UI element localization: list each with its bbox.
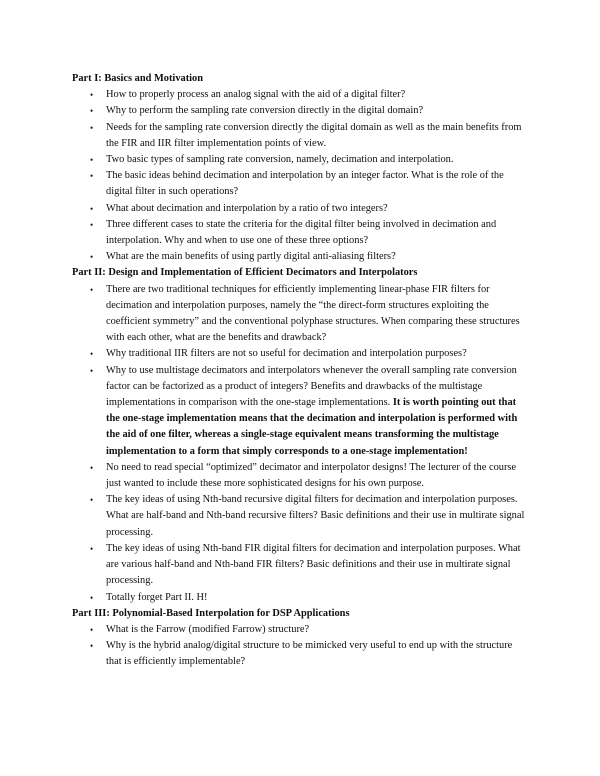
list-item-text: What are the main benefits of using partly digital anti-aliasing filters? (106, 251, 396, 263)
list-item-text: There are two traditional techniques for efficiently implementing linear-phase FIR filters for decimation and interpolation purposes, namely the “the direct-form structures exploiting the coefficient symmetry” and the conventional polyphase structures. When comparing these structures with each other, what are the benefits and drawback? (106, 283, 520, 344)
section-heading: Part II: Design and Implementation of Efficient Decimators and Interpolators (72, 267, 418, 279)
list-item (90, 346, 530, 362)
bullet-icon: • (90, 592, 94, 603)
bullet-icon: • (90, 284, 94, 295)
list-item (90, 590, 530, 606)
list-item-text: Why is the hybrid analog/digital structure to be mimicked very useful to end up with the structure that is efficiently implementable? (106, 640, 513, 668)
list-item (90, 363, 530, 460)
list-item-text: What is the Farrow (modified Farrow) structure? (106, 623, 310, 635)
section-heading: Part I: Basics and Motivation (72, 73, 204, 84)
list-item-text: How to properly process an analog signal with the aid of a digital filter? (106, 89, 406, 101)
bullet-icon: • (90, 543, 94, 554)
bullet-icon: • (90, 90, 94, 101)
bullet-icon: • (90, 495, 94, 506)
list-item (90, 120, 530, 152)
bullet-icon: • (90, 155, 94, 166)
list-item-text: Totally forget Part II. H! (106, 591, 208, 603)
list-item-text: No need to read special “optimized” decimator and interpolator designs! The lecturer of the course just wanted to include these more sophisticated designs for his own purpose. (106, 461, 517, 490)
bullet-icon: • (90, 122, 94, 133)
list-item-text: Two basic types of sampling rate conversion, namely, decimation and interpolation. (106, 154, 454, 166)
list-item-text: Why to perform the sampling rate conversion directly in the digital domain? (106, 105, 424, 117)
list-item (90, 460, 530, 492)
list-item (90, 541, 530, 590)
list-item-text: Needs for the sampling rate conversion directly the digital domain as well as the main benefits from the FIR and IIR filter implementation points of view. (106, 121, 522, 149)
list-item-text: Three different cases to state the criteria for the digital filter being involved in decimation and interpolation. Why and when to use one of these three options? (106, 218, 497, 247)
bullet-list (72, 87, 530, 265)
list-item-text: The key ideas of using Nth-band FIR digital filters for decimation and interpolation purposes. What are various half-band and Nth-band FIR filters? Basic definitions and their use in multirate signal processing. (106, 542, 521, 587)
bullet-icon: • (90, 641, 94, 652)
bullet-icon: • (90, 624, 94, 635)
list-item (90, 217, 530, 249)
bullet-icon: • (90, 203, 94, 214)
bullet-icon: • (90, 462, 94, 473)
section-heading: Part III: Polynomial-Based Interpolation for DSP Applications (72, 607, 350, 619)
list-item (90, 201, 530, 217)
emphasis-text: It is worth pointing out that the one-stage implementation means that the decimation and interpolation is performed with the aid of one filter, whereas a single-stage equivalent means transforming the multistage implementation to a form that simply corresponds to a one-stage implementation! (106, 397, 518, 457)
document-body (72, 71, 530, 671)
list-item-text: What about decimation and interpolation by a ratio of two integers? (106, 202, 388, 214)
list-item-text: The basic ideas behind decimation and interpolation by an integer factor. What is the role of the digital filter in such operations? (106, 170, 504, 198)
list-item (90, 492, 530, 541)
bullet-list (72, 282, 530, 606)
list-item (90, 168, 530, 200)
bullet-icon: • (90, 171, 94, 182)
list-item-text: Why to use multistage decimators and interpolators whenever the overall sampling rate conversion factor can be factorized as a product of integers? Benefits and drawbacks of the multistage implementations in comparison with the one-stage implementations. (106, 364, 517, 409)
list-item (90, 152, 530, 168)
list-item (90, 282, 530, 347)
bullet-list (72, 622, 530, 671)
bullet-icon: • (90, 252, 94, 263)
list-item-text: Why traditional IIR filters are not so useful for decimation and interpolation purposes? (106, 348, 467, 360)
list-item (90, 622, 530, 638)
list-item (90, 638, 530, 670)
list-item (90, 249, 530, 265)
bullet-icon: • (90, 349, 94, 360)
bullet-icon: • (90, 106, 94, 117)
list-item (90, 103, 530, 119)
list-item (90, 87, 530, 103)
bullet-icon: • (90, 365, 94, 376)
bullet-icon: • (90, 219, 94, 230)
list-item-text: The key ideas of using Nth-band recursive digital filters for decimation and interpolation purposes. What are half-band and Nth-band recursive filters? Basic definitions and their use in multirate signal processing. (106, 494, 525, 538)
